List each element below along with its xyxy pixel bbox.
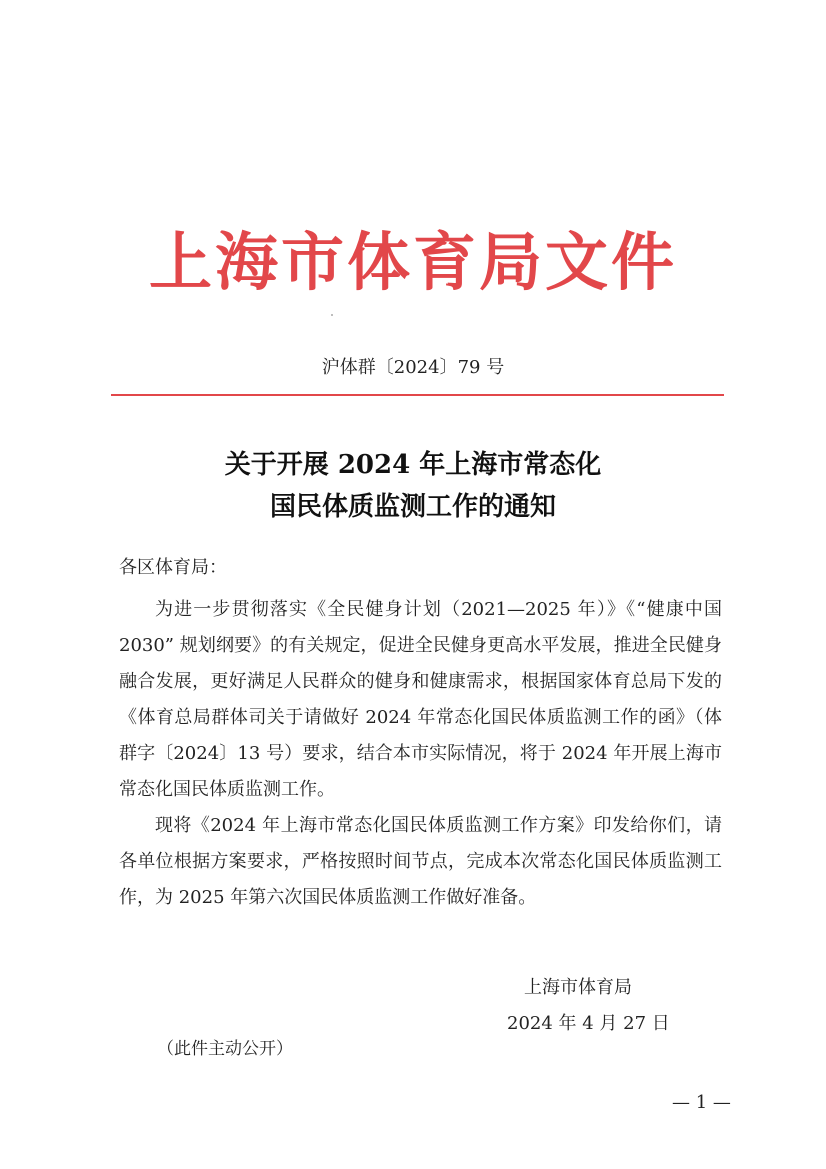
body-paragraph-1: 为进一步贯彻落实《全民健身计划（2021—2025 年）》《“健康中国 2030” 规划纲要》的有关规定，促进全民健身更高水平发展，推进全民健身融合发展，更好满足人民群众的健身和健康需求，根据国家体育总局下发的《体育总局群体司关于请做好 2024 年常态化国民体质监测工作的函》（体群字〔2024〕13 号）要求，结合本市实际情况，将于 2024 年开展上海市常态化国民体质监测工作。 bbox=[119, 599, 722, 800]
signature-date: 2024 年 4 月 27 日 bbox=[507, 1013, 670, 1034]
signature-organization: 上海市体育局 bbox=[524, 977, 632, 998]
body-paragraph-2: 现将《2024 年上海市常态化国民体质监测工作方案》印发给你们，请各单位根据方案要求，严格按照时间节点，完成本次常态化国民体质监测工作，为 2025 年第六次国民体质监测工作做好准备。 bbox=[119, 815, 722, 908]
page-number: — 1 — bbox=[672, 1092, 731, 1113]
scan-speck bbox=[331, 314, 333, 316]
red-divider-line bbox=[111, 394, 724, 396]
body-text bbox=[119, 592, 722, 916]
document-header-title: 上海市体育局文件 bbox=[149, 225, 677, 299]
document-number: 沪体群〔2024〕79 号 bbox=[321, 357, 505, 378]
notice-title-line2: 国民体质监测工作的通知 bbox=[269, 492, 556, 522]
notice-title-line1: 关于开展 2024 年上海市常态化 bbox=[224, 450, 602, 480]
notice-title bbox=[0, 444, 826, 528]
addressee: 各区体育局： bbox=[119, 557, 227, 578]
disclosure-note: （此件主动公开） bbox=[157, 1039, 293, 1059]
